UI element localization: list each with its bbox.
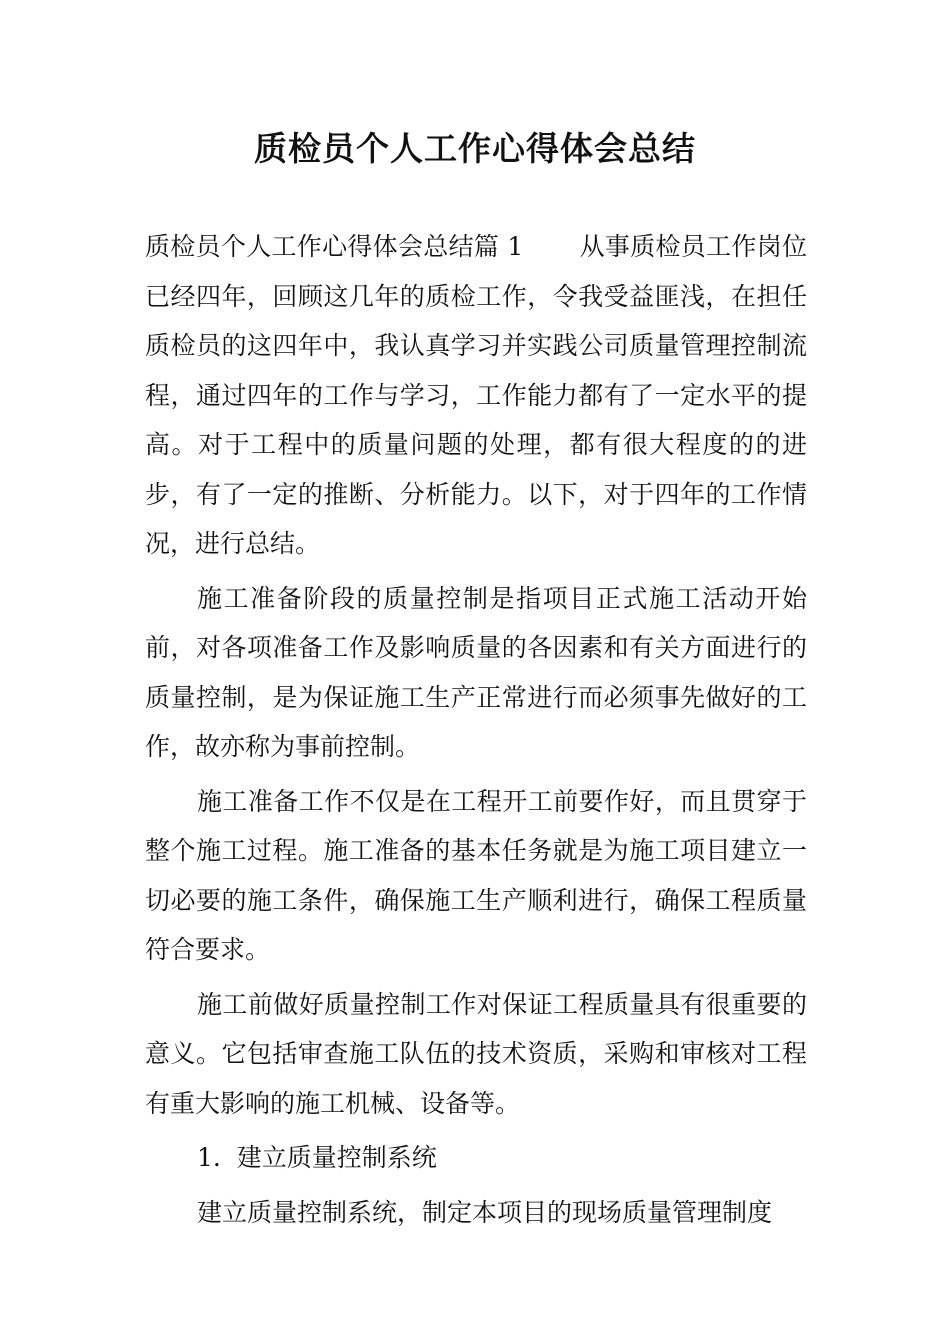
- paragraph-1-text: 从事质检员工作岗位已经四年，回顾这几年的质检工作，令我受益匪浅，在担任质检员的这四年中，我认真学习并实践公司质量管理控制流程，通过四年的工作与学习，工作能力都有了一定水平的提高。对于工程中的质量问题的处理，都有很大程度的的进步，有了一定的推断、分析能力。以下，对于四年的工作情况，进行总结。: [145, 232, 807, 558]
- paragraph-5: 建立质量控制系统，制定本项目的现场质量管理制度: [197, 1197, 773, 1227]
- list-item-1: 1. 建立质量控制系统: [197, 1143, 437, 1172]
- paragraph-4: 施工前做好质量控制工作对保证工程质量具有很重要的意义。它包括审查施工队伍的技术资质，采购和审核对工程有重大影响的施工机械、设备等。: [145, 989, 807, 1118]
- section-heading: 质检员个人工作心得体会总结篇 1: [145, 232, 524, 261]
- paragraph-1: [145, 222, 807, 569]
- document-title: 质检员个人工作心得体会总结: [254, 129, 696, 168]
- paragraph-3: 施工准备工作不仅是在工程开工前要作好，而且贯穿于整个施工过程。施工准备的基本任务就是为施工项目建立一切必要的施工条件，确保施工生产顺利进行，确保工程质量符合要求。: [145, 786, 807, 964]
- document-body: [145, 222, 807, 1242]
- paragraph-2: 施工准备阶段的质量控制是指项目正式施工活动开始前，对各项准备工作及影响质量的各因素和有关方面进行的质量控制，是为保证施工生产正常进行而必须事先做好的工作，故亦称为事前控制。: [145, 583, 807, 761]
